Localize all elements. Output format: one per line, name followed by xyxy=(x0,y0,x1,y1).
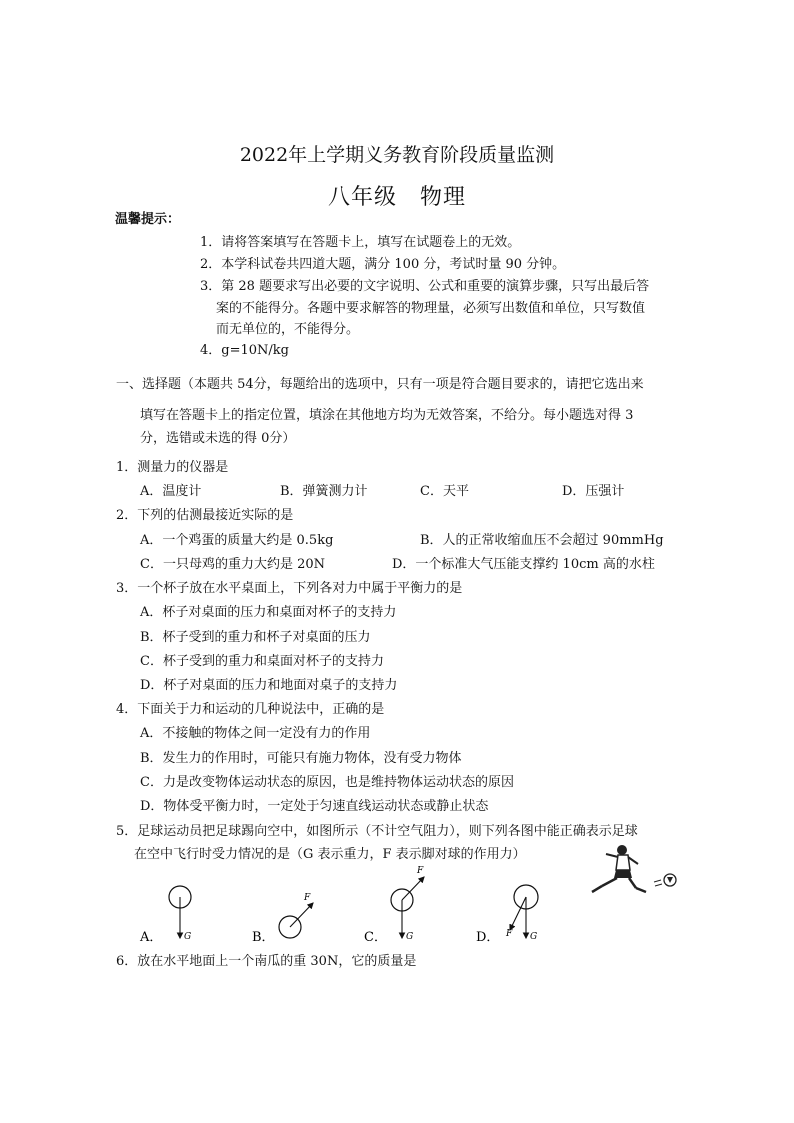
option-a: A．不接触的物体之间一定没有力的作用 xyxy=(140,726,371,741)
option-d: D．压强计 xyxy=(562,484,625,499)
option-a: A．杯子对桌面的压力和桌面对杯子的支持力 xyxy=(140,605,397,620)
f-label: F xyxy=(304,893,311,903)
tip-item: 1．请将答案填写在答题卡上，填写在试题卷上的无效。 xyxy=(200,235,521,250)
tip-item: 3．第 28 题要求写出必要的文字说明、公式和重要的演算步骤，只写出最后答 xyxy=(200,279,650,294)
section-intro-line: 一、选择题（本题共 54分，每题给出的选项中，只有一项是符合题目要求的，请把它选出来 xyxy=(116,377,644,392)
exam-subtitle: 八年级 物理 xyxy=(327,185,466,210)
question-stem: 2．下列的估测最接近实际的是 xyxy=(116,508,294,523)
exam-title: 2022年上学期义务教育阶段质量监测 xyxy=(239,144,555,166)
diagram-b xyxy=(252,893,313,945)
option-d: D．物体受平衡力时，一定处于匀速直线运动状态或静止状态 xyxy=(140,799,489,814)
tips-label: 温馨提示： xyxy=(115,212,181,227)
question-stem-continued: 在空中飞行时受力情况的是（G 表示重力，F 表示脚对球的作用力） xyxy=(134,847,526,862)
option-c: C．一只母鸡的重力大约是 20N xyxy=(140,557,325,572)
question-stem: 5．足球运动员把足球踢向空中，如图所示（不计空气阻力），则下列各图中能正确表示足球 xyxy=(116,824,638,839)
option-b: B．发生力的作用时，可能只有施力物体，没有受力物体 xyxy=(140,751,462,766)
question-stem: 6．放在水平地面上一个南瓜的重 30N，它的质量是 xyxy=(116,954,417,969)
option-c: C．天平 xyxy=(420,484,469,499)
diagram-label-c: C． xyxy=(364,930,387,945)
f-label: F xyxy=(506,929,513,939)
question-stem: 3．一个杯子放在水平桌面上，下列各对力中属于平衡力的是 xyxy=(116,581,463,596)
question-stem: 1．测量力的仪器是 xyxy=(116,460,229,475)
diagram-a xyxy=(139,886,191,945)
diagram-c xyxy=(364,866,424,945)
question-stem: 4．下面关于力和运动的几种说法中，正确的是 xyxy=(116,702,385,717)
option-b: B．弹簧测力计 xyxy=(280,484,368,499)
diagram-label-a: A． xyxy=(140,930,163,945)
option-a: A．一个鸡蛋的质量大约是 0.5kg xyxy=(140,533,334,548)
g-label: G xyxy=(184,932,192,942)
option-b: B．人的正常收缩血压不会超过 90mmHg xyxy=(420,533,664,548)
diagram-label-b: B． xyxy=(252,930,275,945)
option-d: D．杯子对桌面的压力和地面对桌子的支持力 xyxy=(140,678,398,693)
section-intro-line: 分，选错或未选的得 0分） xyxy=(140,431,296,446)
soccer-player-illustration xyxy=(584,842,684,902)
g-label: G xyxy=(406,932,414,942)
section-intro-line: 填写在答题卡上的指定位置，填涂在其他地方均为无效答案，不给分。每小题选对得 3 xyxy=(140,408,634,423)
option-b: B．杯子受到的重力和杯子对桌面的压力 xyxy=(140,630,371,645)
tip-item-continued: 而无单位的，不能得分。 xyxy=(216,322,360,337)
option-a: A．温度计 xyxy=(140,484,202,499)
tip-item-continued: 案的不能得分。各题中要求解答的物理量，必须写出数值和单位，只写数值 xyxy=(216,301,646,316)
g-label: G xyxy=(530,932,538,942)
option-d: D．一个标准大气压能支撑约 10cm 高的水柱 xyxy=(392,557,655,572)
diagram-label-d: D． xyxy=(476,930,500,945)
option-c: C．力是改变物体运动状态的原因，也是维持物体运动状态的原因 xyxy=(140,775,514,790)
option-c: C．杯子受到的重力和桌面对杯子的支持力 xyxy=(140,654,384,669)
f-label: F xyxy=(417,866,424,876)
tip-item: 4．g=10N/kg xyxy=(200,343,289,358)
tip-item: 2．本学科试卷共四道大题，满分 100 分，考试时量 90 分钟。 xyxy=(200,257,566,272)
diagram-d xyxy=(476,885,538,945)
